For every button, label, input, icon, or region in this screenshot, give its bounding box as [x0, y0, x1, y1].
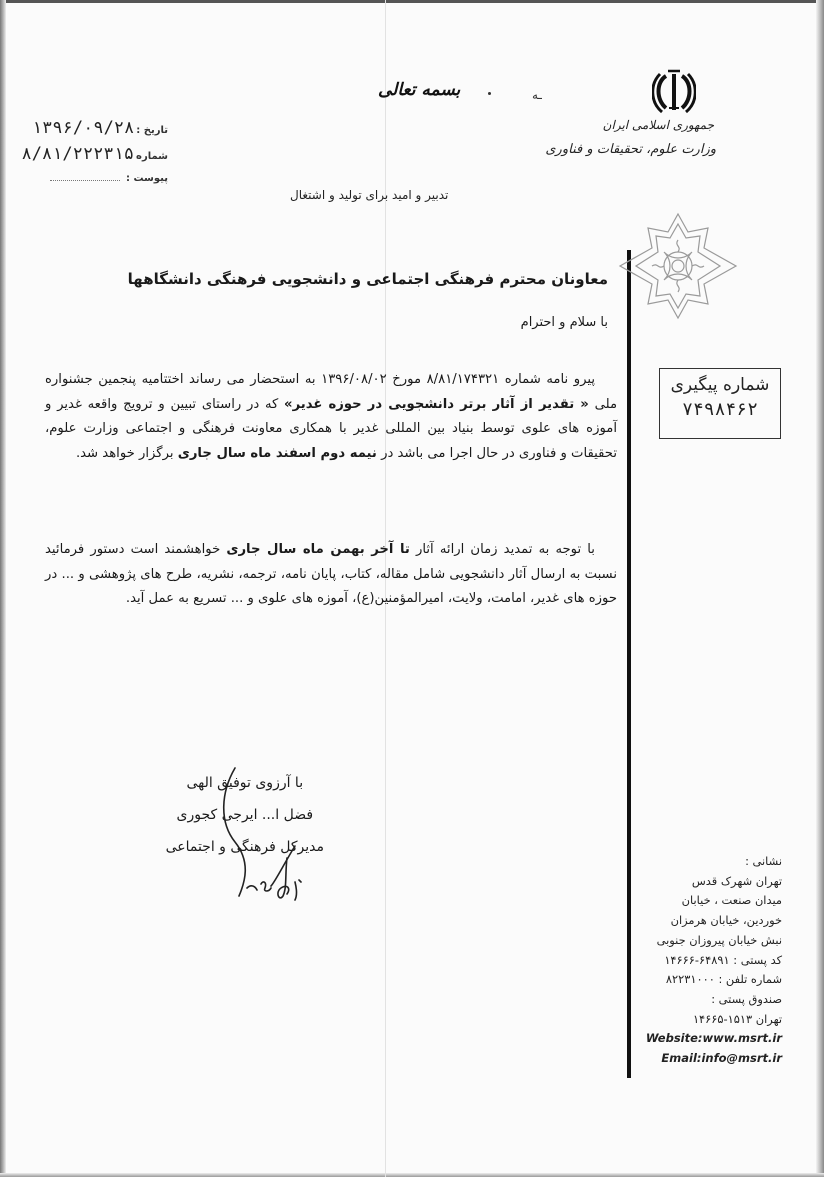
scan-edge-bottom	[0, 1173, 824, 1177]
date-value: ۱۳۹۶/۰۹/۲۸	[31, 118, 135, 138]
date-label: تاریخ :	[136, 125, 168, 136]
handwritten-signature	[195, 762, 315, 902]
margin-divider-rule	[627, 250, 631, 1078]
addressee-heading: معاونان محترم فرهنگی اجتماعی و دانشجویی فرهنگی دانشگاهها	[127, 270, 608, 288]
address-line-3: خوردین، خیابان هرمزان	[670, 913, 782, 928]
scan-edge-right	[816, 0, 824, 1177]
year-slogan: تدبیر و امید برای تولید و اشتغال	[290, 188, 449, 202]
address-line-4: نبش خیابان پیروزان جنوبی	[656, 932, 782, 947]
signer-title: مدیرکل فرهنگی و اجتماعی	[165, 839, 324, 855]
body-paragraph-2	[45, 538, 617, 612]
postal-code: کد پستی : ۶۴۸۹۱-۱۴۶۶۶	[664, 952, 782, 967]
ministry-address	[632, 852, 782, 1069]
po-box-label: صندوق پستی :	[711, 991, 782, 1006]
deadline-emphasis: تا آخر بهمن ماه سال جاری	[226, 542, 410, 557]
ink-dot	[488, 92, 491, 95]
para2-text-1: با توجه به تمدید زمان ارائه آثار	[416, 542, 595, 557]
attachment-row	[28, 172, 168, 184]
closing-wish: با آرزوی توفیق الهی	[186, 775, 304, 791]
signer-name: فضل ا... ایرجی کجوری	[176, 807, 314, 823]
date-row	[28, 118, 168, 144]
para1-text-1: پیرو نامه شماره ۸/۸۱/۱۷۴۳۲۱ مورخ ۱۳۹۶/۰۸/۰۲ به استحضار می رساند اختتامیه پنجمین جشنواره ملی	[45, 372, 618, 412]
attachment-label: پیوست :	[125, 173, 168, 184]
festival-title: « تقدیر از آثار برتر دانشجویی در حوزه غدیر»	[284, 396, 589, 412]
po-box: تهران ۱۵۱۳-۱۴۶۶۵	[692, 1011, 782, 1026]
number-label: شماره	[136, 151, 168, 162]
scan-edge-top	[0, 0, 824, 3]
tracking-number-box	[659, 368, 781, 439]
invocation-heading: بسمه تعالی	[378, 80, 461, 100]
tracking-label: شماره پیگیری	[670, 375, 770, 395]
letterhead-country: جمهوری اسلامی ایران	[602, 118, 714, 132]
tracking-number: ۷۴۹۸۴۶۲	[682, 399, 758, 420]
website-link[interactable]: Website:www.msrt.ir	[645, 1031, 782, 1046]
scan-edge-left	[0, 0, 6, 1177]
islamic-star-ornament-icon	[616, 210, 740, 322]
attachment-blank-line	[50, 172, 120, 181]
number-value: ۸/۸۱/۲۲۲۳۱۵	[21, 144, 135, 164]
para2-text-2: خواهشمند است دستور فرمائید نسبت به ارسال آثار دانشجویی شامل مقاله، کتاب، پایان نامه، ترجمه، نشریه، طرح های پژوهشی و ... در حوزه های غدیر، امامت، ولایت، امیرالمؤمنین(ع)، آموزه های علوی و ... تسریع به عمل آید.	[45, 542, 617, 606]
letter-meta	[21, 118, 168, 184]
address-line-1: تهران شهرک قدس	[691, 873, 782, 888]
iran-emblem-icon	[652, 66, 696, 116]
number-row	[21, 144, 168, 170]
phone-number: شماره تلفن : ۸۲۲۳۱۰۰۰	[665, 972, 782, 987]
ink-mark: ـه	[532, 88, 542, 102]
ceremony-date-emphasis: نیمه دوم اسفند ماه سال جاری	[177, 445, 377, 461]
email-link[interactable]: Email:info@msrt.ir	[661, 1051, 782, 1066]
address-line-2: میدان صنعت ، خیابان	[681, 893, 782, 908]
para1-text-3: برگزار خواهد شد.	[75, 445, 174, 461]
body-paragraph-1	[45, 368, 617, 466]
greeting: با سلام و احترام	[520, 315, 608, 330]
letterhead-ministry: وزارت علوم، تحقیقات و فناوری	[545, 142, 716, 157]
address-label: نشانی :	[745, 854, 782, 868]
para1-text-2: که در راستای تبیین و ترویج واقعه غدیر و آموزه های علوی توسط بنیاد بین المللی غدیر با همکاری معاونت فرهنگی و اجتماعی وزارت علوم، تحقیقات و فناوری در حال اجرا می باشد در	[45, 396, 617, 461]
